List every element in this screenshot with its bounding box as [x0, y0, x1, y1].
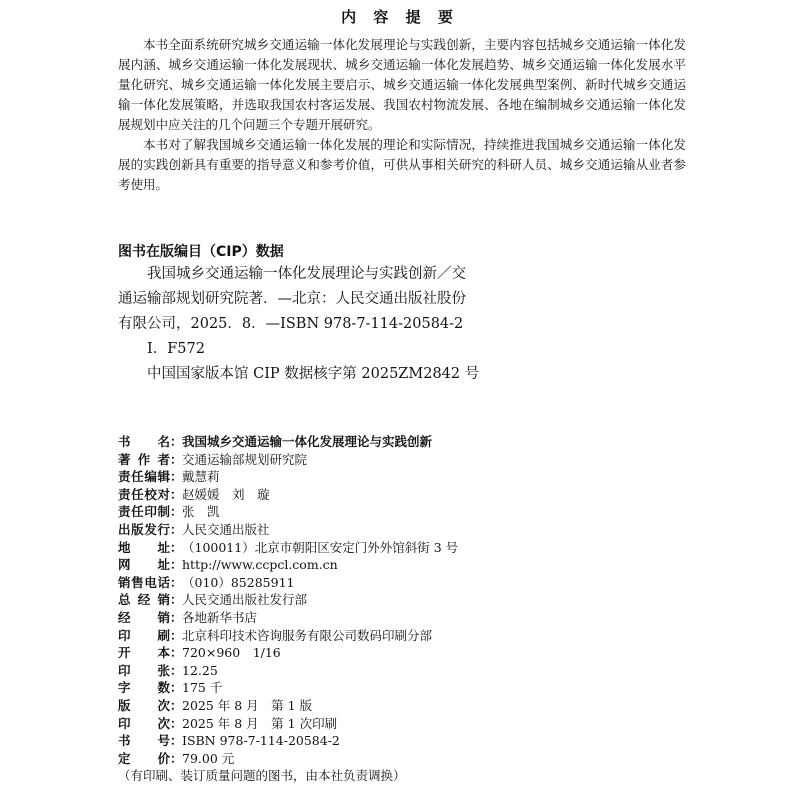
info-label-char: 版 — [131, 521, 144, 537]
info-colon: ： — [170, 715, 183, 731]
info-label-char: 张 — [157, 662, 170, 678]
info-row — [118, 556, 718, 574]
info-value: 各地新华书店 — [182, 609, 258, 625]
info-colon: ： — [170, 521, 183, 537]
info-row — [118, 486, 718, 504]
info-label-char: 责 — [118, 504, 131, 520]
info-label-char: 销 — [157, 592, 170, 608]
info-colon: ： — [170, 434, 183, 449]
info-colon: ： — [170, 627, 183, 643]
info-label-char: 总 — [118, 592, 131, 608]
info-label-char: 本 — [157, 645, 170, 661]
info-row — [118, 679, 718, 697]
info-label — [118, 715, 170, 733]
info-value: ISBN 978-7-114-20584-2 — [182, 733, 340, 749]
info-label-char: 行 — [157, 521, 170, 537]
info-label-char: 价 — [157, 750, 170, 766]
info-colon: ： — [170, 662, 183, 678]
info-label-char: 印 — [118, 715, 131, 731]
info-label-char: 任 — [131, 504, 144, 520]
quality-note: （有印刷、装订质量问题的图书，由本社负责调换） — [118, 768, 406, 784]
info-label-char: 书 — [118, 733, 131, 749]
cip-line: 有限公司，2025．8．—ISBN 978-7-114-20584-2 — [118, 316, 464, 332]
info-label — [118, 644, 170, 662]
info-row — [118, 697, 718, 715]
info-colon: ： — [170, 539, 183, 555]
info-row — [118, 609, 718, 627]
info-colon: ： — [170, 557, 183, 573]
cip-record-number: 中国国家版本馆 CIP 数据核字第 2025ZM2842 号 — [147, 366, 480, 382]
publication-info — [118, 433, 718, 785]
info-value: 2025 年 8 月 第 1 版 — [182, 697, 313, 713]
info-label-char: 销 — [118, 574, 131, 590]
info-value: 人民交通出版社发行部 — [182, 592, 308, 608]
info-colon: ： — [170, 574, 183, 590]
info-row — [118, 662, 718, 680]
info-label-char: 印 — [118, 662, 131, 678]
info-label-char: 定 — [118, 750, 131, 766]
cip-classification: Ⅰ．F572 — [147, 341, 205, 357]
info-row — [118, 627, 718, 645]
info-value: 175 千 — [182, 680, 223, 696]
info-label-char: 刷 — [157, 627, 170, 643]
info-label-char: 次 — [157, 697, 170, 713]
info-label — [118, 750, 170, 768]
info-label-char: 者 — [157, 451, 170, 467]
info-value: 戴慧莉 — [182, 469, 220, 485]
cip-heading: 图书在版编目（CIP）数据 — [118, 244, 284, 260]
info-label-char: 发 — [144, 521, 157, 537]
info-row — [118, 503, 718, 521]
info-label-char: 电 — [144, 574, 157, 590]
info-value: 79.00 元 — [182, 750, 235, 766]
info-label — [118, 627, 170, 645]
info-value: （100011）北京市朝阳区安定门外外馆斜街 3 号 — [182, 539, 459, 555]
info-label — [118, 732, 170, 750]
cip-line: 通运输部规划研究院著．—北京：人民交通出版社股份 — [118, 291, 466, 307]
info-label-char: 话 — [157, 574, 170, 590]
info-label — [118, 697, 170, 715]
info-label-char: 字 — [118, 680, 131, 696]
info-label-char: 址 — [157, 539, 170, 555]
info-label — [118, 433, 170, 451]
info-label-char: 号 — [157, 733, 170, 749]
info-row — [118, 732, 718, 750]
info-label-char: 校 — [144, 486, 157, 502]
info-colon: ： — [170, 609, 183, 625]
info-label-char: 址 — [157, 557, 170, 573]
info-row — [118, 451, 718, 469]
info-label-char: 网 — [118, 557, 131, 573]
info-label-char: 制 — [157, 504, 170, 520]
info-value: 交通运输部规划研究院 — [182, 451, 308, 467]
info-label — [118, 539, 170, 557]
info-label — [118, 521, 170, 539]
info-label-char: 版 — [118, 697, 131, 713]
info-colon: ： — [170, 451, 183, 467]
info-value: 张 凯 — [182, 504, 220, 520]
info-label-char: 责 — [118, 486, 131, 502]
info-label-char: 地 — [118, 539, 131, 555]
info-label-char: 名 — [157, 434, 170, 449]
info-row — [118, 539, 718, 557]
info-colon: ： — [170, 469, 183, 485]
summary-paragraph-1: 本书全面系统研究城乡交通运输一体化发展理论与实践创新，主要内容包括城乡交通运输一体化发展内涵、城乡交通运输一体化发展现状、城乡交通运输一体化发展趋势、城乡交通运输一体化发展水平量化研究、城乡交通运输一体化发展主要启示、城乡交通运输一体化发展典型案例、新时代城乡交通运输一体化发展策略，并选取我国农村客运发展、我国农村物流发展、各地在编制城乡交通运输一体化发展规划中应关注的几个问题三个专题开展研究。 — [118, 37, 686, 132]
cip-line: 我国城乡交通运输一体化发展理论与实践创新／交 — [147, 266, 466, 282]
info-label-char: 作 — [137, 451, 151, 467]
info-value: http://www.ccpcl.com.cn — [182, 557, 338, 573]
info-label-char: 销 — [157, 609, 170, 625]
info-label-char: 售 — [131, 574, 144, 590]
info-label — [118, 591, 170, 609]
summary-paragraph-2: 本书对了解我国城乡交通运输一体化发展的理论和实际情况，持续推进我国城乡交通运输一体化发展的实践创新具有重要的指导意义和参考价值，可供从事相关研究的科研人员、城乡交通运输从业者参考使用。 — [118, 137, 686, 192]
info-label-char: 经 — [137, 592, 151, 608]
info-colon: ： — [170, 733, 183, 749]
info-label-char: 任 — [131, 486, 144, 502]
info-colon: ： — [170, 750, 183, 766]
info-label — [118, 451, 170, 469]
info-value: 人民交通出版社 — [182, 521, 270, 537]
info-colon: ： — [170, 504, 183, 520]
info-label — [118, 486, 170, 504]
info-label-char: 出 — [118, 521, 131, 537]
info-row — [118, 574, 718, 592]
info-label — [118, 556, 170, 574]
info-label-char: 著 — [118, 451, 131, 467]
info-row — [118, 468, 718, 486]
info-label-char: 开 — [118, 645, 131, 661]
info-label-char: 对 — [157, 486, 170, 502]
info-row — [118, 715, 718, 733]
page-title: 内 容 提 要 — [341, 8, 459, 26]
info-colon: ： — [170, 592, 183, 608]
info-label-char: 书 — [118, 434, 131, 449]
info-label-char: 印 — [118, 627, 131, 643]
info-label — [118, 503, 170, 521]
info-value: 12.25 — [182, 662, 218, 678]
info-label-char: 任 — [131, 469, 144, 485]
info-label-char: 数 — [157, 680, 170, 696]
info-label — [118, 468, 170, 486]
info-value: 赵媛媛 刘 璇 — [182, 486, 270, 502]
info-value: 2025 年 8 月 第 1 次印刷 — [182, 715, 338, 731]
info-label — [118, 679, 170, 697]
info-label — [118, 574, 170, 592]
info-value: 720×960 1/16 — [182, 645, 281, 661]
info-row — [118, 644, 718, 662]
info-value: 我国城乡交通运输一体化发展理论与实践创新 — [182, 434, 433, 449]
content-summary — [118, 35, 686, 195]
info-row — [118, 521, 718, 539]
info-label-char: 次 — [157, 715, 170, 731]
info-label-char: 辑 — [157, 469, 170, 485]
cip-data-block — [118, 262, 708, 387]
info-colon: ： — [170, 697, 183, 713]
info-row — [118, 750, 718, 768]
info-label — [118, 662, 170, 680]
info-label-char: 责 — [118, 469, 131, 485]
info-value: 北京科印技术咨询服务有限公司数码印刷分部 — [182, 627, 433, 643]
info-label-char: 印 — [144, 504, 157, 520]
info-label — [118, 609, 170, 627]
info-label-char: 经 — [118, 609, 131, 625]
info-colon: ： — [170, 645, 183, 661]
info-row — [118, 591, 718, 609]
info-label-char: 编 — [144, 469, 157, 485]
info-colon: ： — [170, 486, 183, 502]
info-colon: ： — [170, 680, 183, 696]
info-value: （010）85285911 — [182, 574, 295, 590]
info-row — [118, 433, 718, 451]
